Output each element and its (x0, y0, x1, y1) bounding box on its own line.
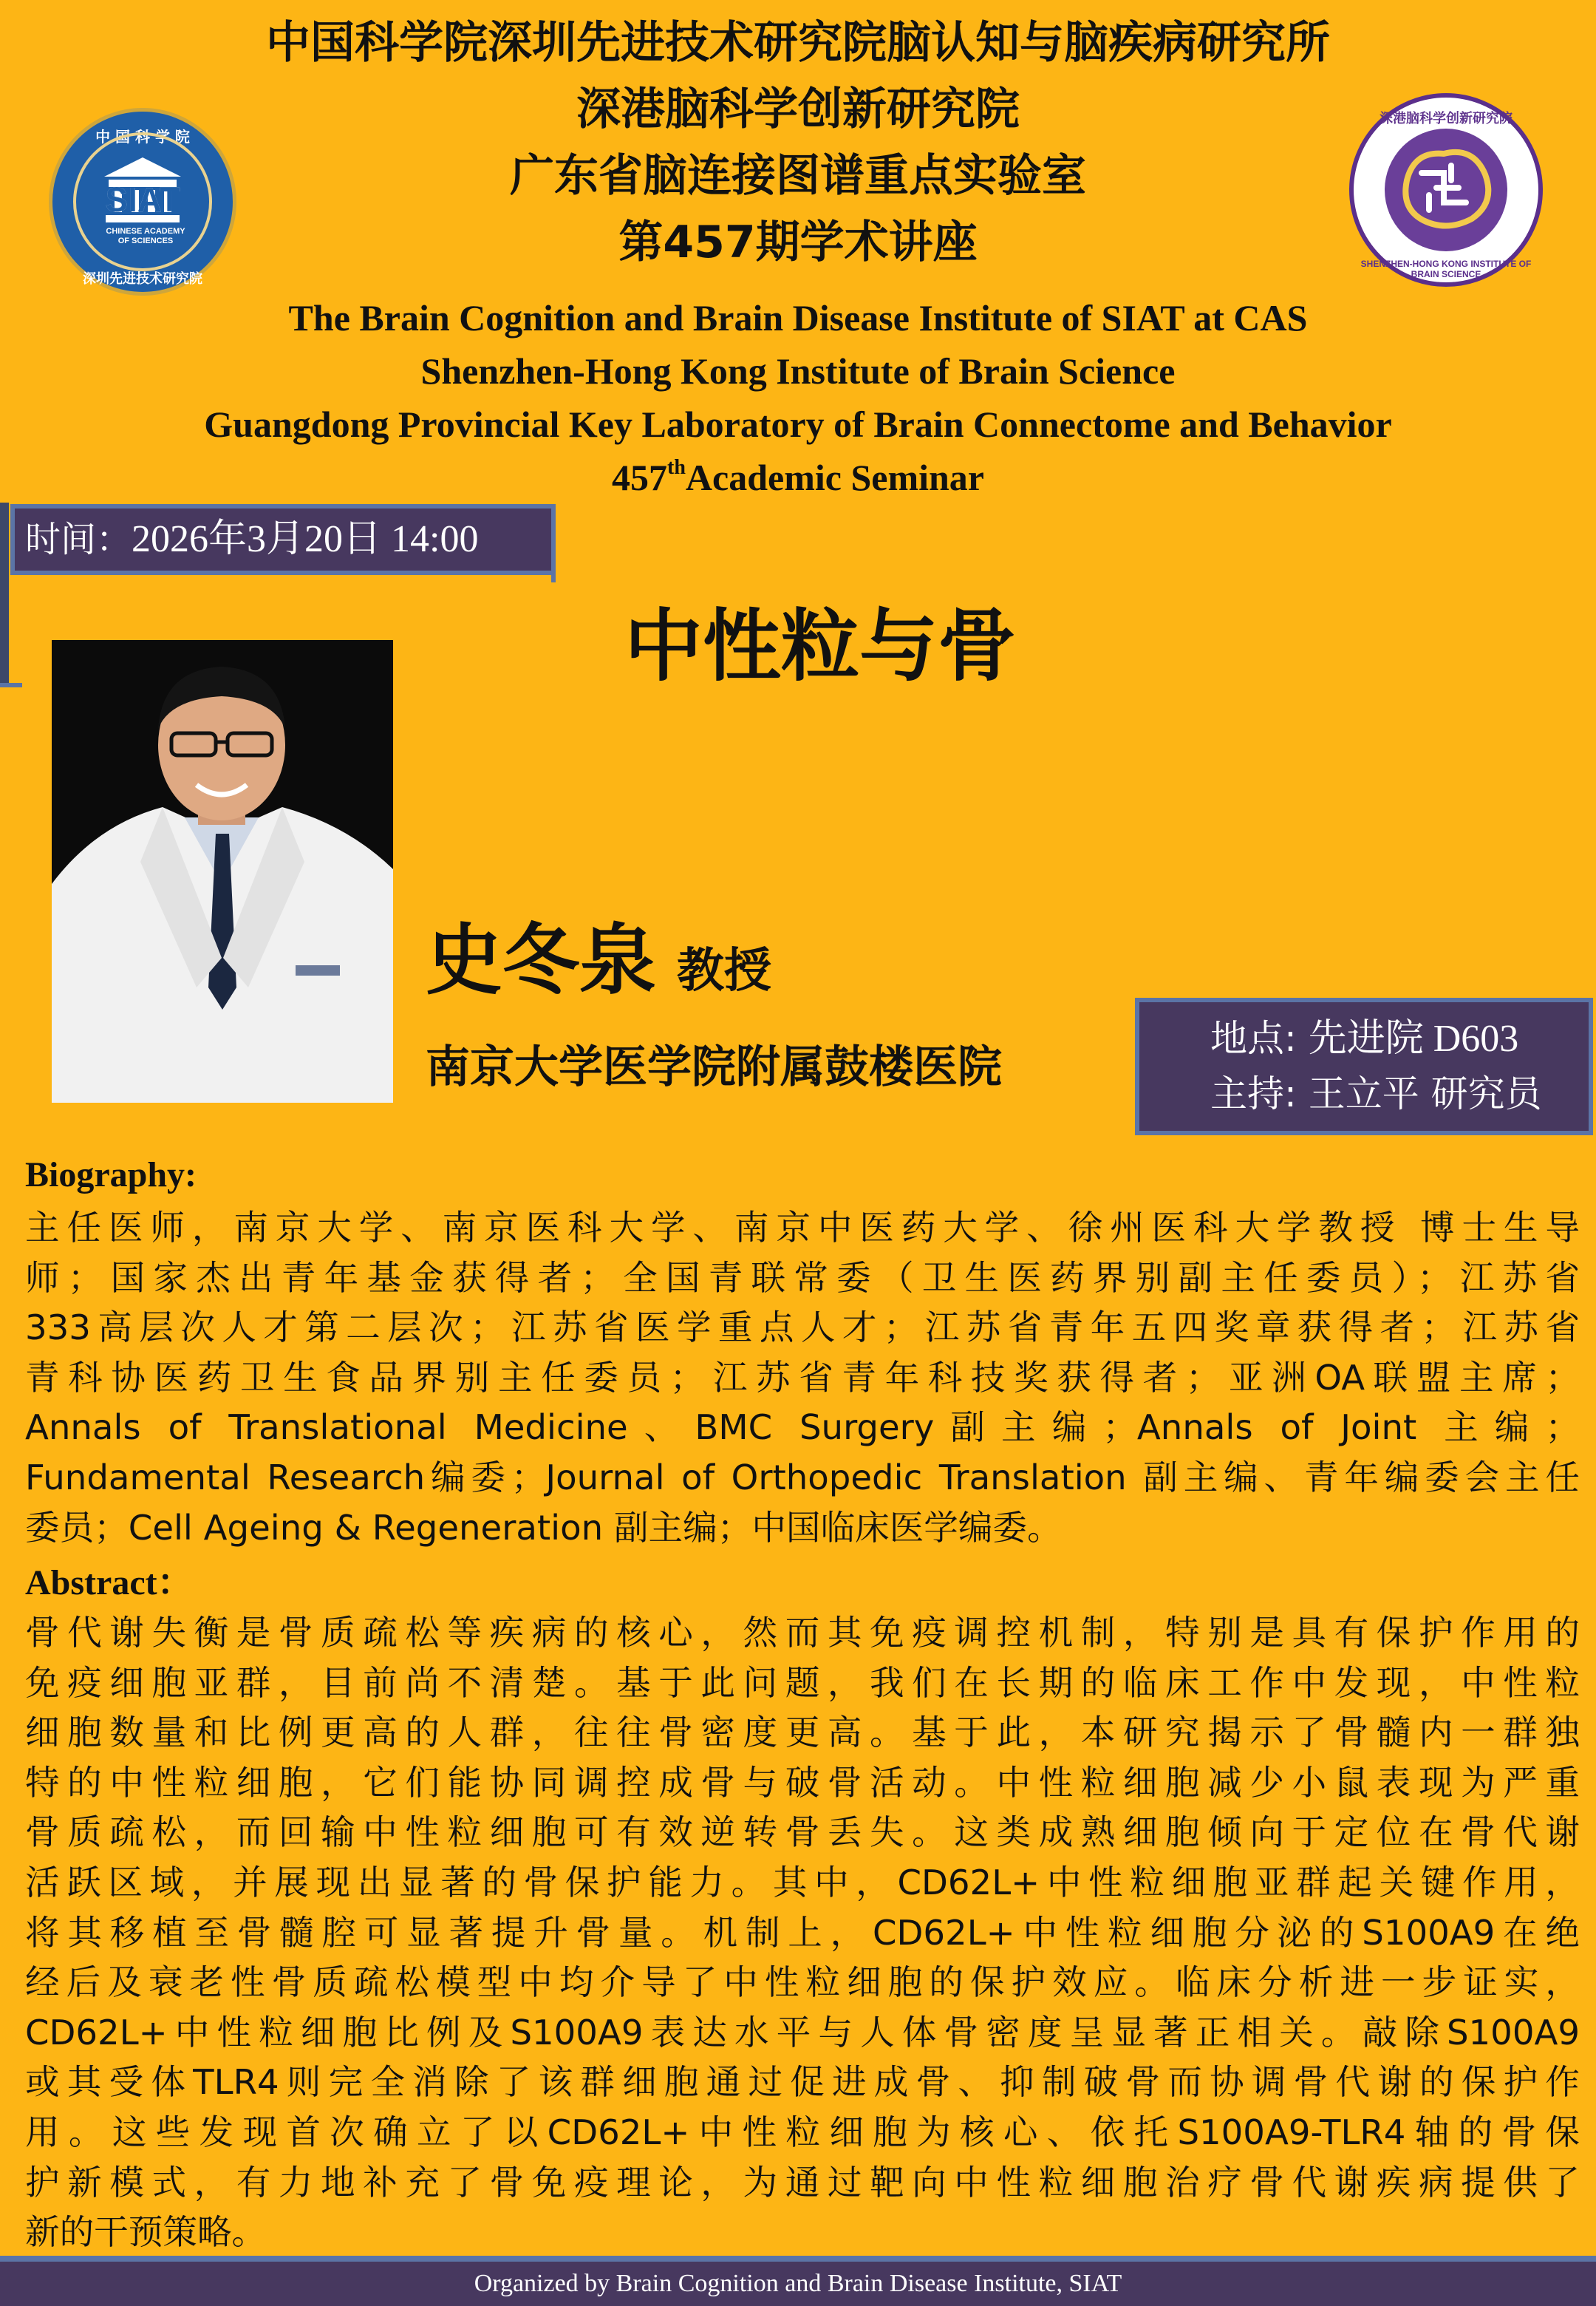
lab-title-cn: 广东省脑连接图谱重点实验室 (510, 150, 1086, 202)
biography-line: 青科协医药卫生食品界别主任委员；江苏省青年科技奖获得者；亚洲OA联盟主席； (25, 1357, 1580, 1398)
venue-value: 先进院 D603 (1308, 1018, 1519, 1060)
seminar-number-cn: 第457期学术讲座 (618, 217, 978, 268)
frame-accent (0, 503, 9, 686)
footer-divider (0, 2256, 1596, 2262)
time-label: 时间： (25, 519, 132, 560)
speaker-position: 教授 (677, 944, 772, 999)
host-label: 主持: (1210, 1072, 1309, 1115)
abstract-line: 细胞数量和比例更高的人群，往往骨密度更高。基于此，本研究揭示了骨髓内一群独 (25, 1713, 1580, 1753)
venue-line (1210, 1011, 1589, 1067)
biography-heading: Biography: (25, 1155, 197, 1194)
abstract-line: 特的中性粒细胞，它们能协同调控成骨与破骨活动。中性粒细胞减少小鼠表现为严重 (25, 1762, 1580, 1803)
siat-logo-bottom-text: 深圳先进技术研究院 (83, 271, 202, 287)
abstract-text (25, 1608, 1580, 2258)
biography-line: 师；国家杰出青年基金获得者；全国青联常委（卫生医药界别副主任委员）；江苏省 (25, 1257, 1580, 1298)
host-value: 王立平 研究员 (1308, 1072, 1542, 1115)
biography-line: 主任医师，南京大学、南京医科大学、南京中医药大学、徐州医科大学教授 博士生导 (25, 1208, 1580, 1248)
biography-line: Annals of Translational Medicine、BMC Surgery副主编；Annals of Joint 主编； (25, 1407, 1580, 1448)
abstract-line: 将其移植至骨髓腔可显著提升骨量。机制上，CD62L+中性粒细胞分泌的S100A9在绝 (25, 1912, 1580, 1953)
institute-title-cn: 中国科学院深圳先进技术研究院脑认知与脑疾病研究所 (266, 17, 1330, 69)
abstract-line: 骨质疏松，而回输中性粒细胞可有效逆转骨丢失。这类成熟细胞倾向于定位在骨代谢 (25, 1812, 1580, 1853)
venue-label: 地点: (1210, 1017, 1309, 1060)
host-line (1210, 1067, 1589, 1121)
institute-title-en: The Brain Cognition and Brain Disease Institute of SIAT at CAS (288, 297, 1308, 339)
institute-subtitle-cn: 深港脑科学创新研究院 (576, 84, 1020, 135)
seminar-number-en: 457thAcademic Seminar (612, 456, 984, 498)
speaker-affiliation: 南京大学医学院附属鼓楼医院 (426, 1041, 1002, 1093)
footer: Organized by Brain Cognition and Brain Disease Institute, SIAT (0, 2262, 1596, 2306)
venue-box (1135, 998, 1593, 1135)
frame-accent (0, 683, 22, 687)
abstract-line: 护新模式，有力地补充了骨免疫理论，为通过靶向中性粒细胞治疗骨代谢疾病提供了 (25, 2162, 1580, 2203)
speaker-photo (52, 640, 393, 1103)
abstract-line: 骨代谢失衡是骨质疏松等疾病的核心，然而其免疫调控机制，特别是具有保护作用的 (25, 1613, 1580, 1653)
abstract-line: 活跃区域，并展现出显著的骨保护能力。其中，CD62L+中性粒细胞亚群起关键作用， (25, 1862, 1580, 1902)
talk-title: 中性粒与骨 (624, 601, 1016, 692)
time-value: 2026年3月20日 14:00 (132, 518, 479, 560)
lab-title-en: Guangdong Provincial Key Laboratory of Brain Connectome and Behavior (204, 404, 1392, 445)
biography-line: 委员；Cell Ageing & Regeneration 副主编；中国临床医学编委。 (25, 1507, 1062, 1548)
siat-logo (49, 108, 236, 296)
siat-logo-small-text: CHINESE ACADEMY OF SCIENCES (106, 227, 185, 245)
time-box (10, 504, 556, 575)
abstract-line: 新的干预策略。 (25, 2212, 267, 2253)
siat-logo-top-text: 中 国 科 学 院 (95, 128, 190, 146)
speaker-name (426, 912, 771, 1019)
biography-line: Fundamental Research编委；Journal of Orthopedic Translation 副主编、青年编委会主任 (25, 1457, 1580, 1497)
speaker-name-text: 史冬泉 (426, 915, 657, 1005)
institute-subtitle-en: Shenzhen-Hong Kong Institute of Brain Science (420, 350, 1176, 392)
siat-logo-abbr: SIAT (105, 180, 180, 219)
abstract-line: 免疫细胞亚群，目前尚不清楚。基于此问题，我们在长期的临床工作中发现，中性粒 (25, 1662, 1580, 1703)
abstract-line: 用。这些发现首次确立了以CD62L+中性粒细胞为核心、依托S100A9-TLR4轴的骨保 (25, 2112, 1580, 2152)
brain-logo-bottom-text: SHENZHEN-HONG KONG INSTITUTE OF BRAIN SCIENCE (1360, 259, 1532, 279)
biography-text (25, 1203, 1580, 1553)
abstract-heading: Abstract： (25, 1563, 193, 1602)
brain-institute-logo (1349, 93, 1543, 287)
abstract-line: 或其受体TLR4则完全消除了该群细胞通过促进成骨、抑制破骨而协调骨代谢的保护作 (25, 2062, 1580, 2103)
biography-line: 333高层次人才第二层次；江苏省医学重点人才；江苏省青年五四奖章获得者；江苏省 (25, 1307, 1580, 1348)
abstract-line: CD62L+中性粒细胞比例及S100A9表达水平与人体骨密度呈显著正相关。敲除S100A9 (25, 2012, 1580, 2052)
brain-logo-top-text: 深港脑科学创新研究院 (1380, 111, 1513, 126)
abstract-line: 经后及衰老性骨质疏松模型中均介导了中性粒细胞的保护效应。临床分析进一步证实， (25, 1962, 1580, 2003)
brain-icon (1385, 129, 1507, 251)
